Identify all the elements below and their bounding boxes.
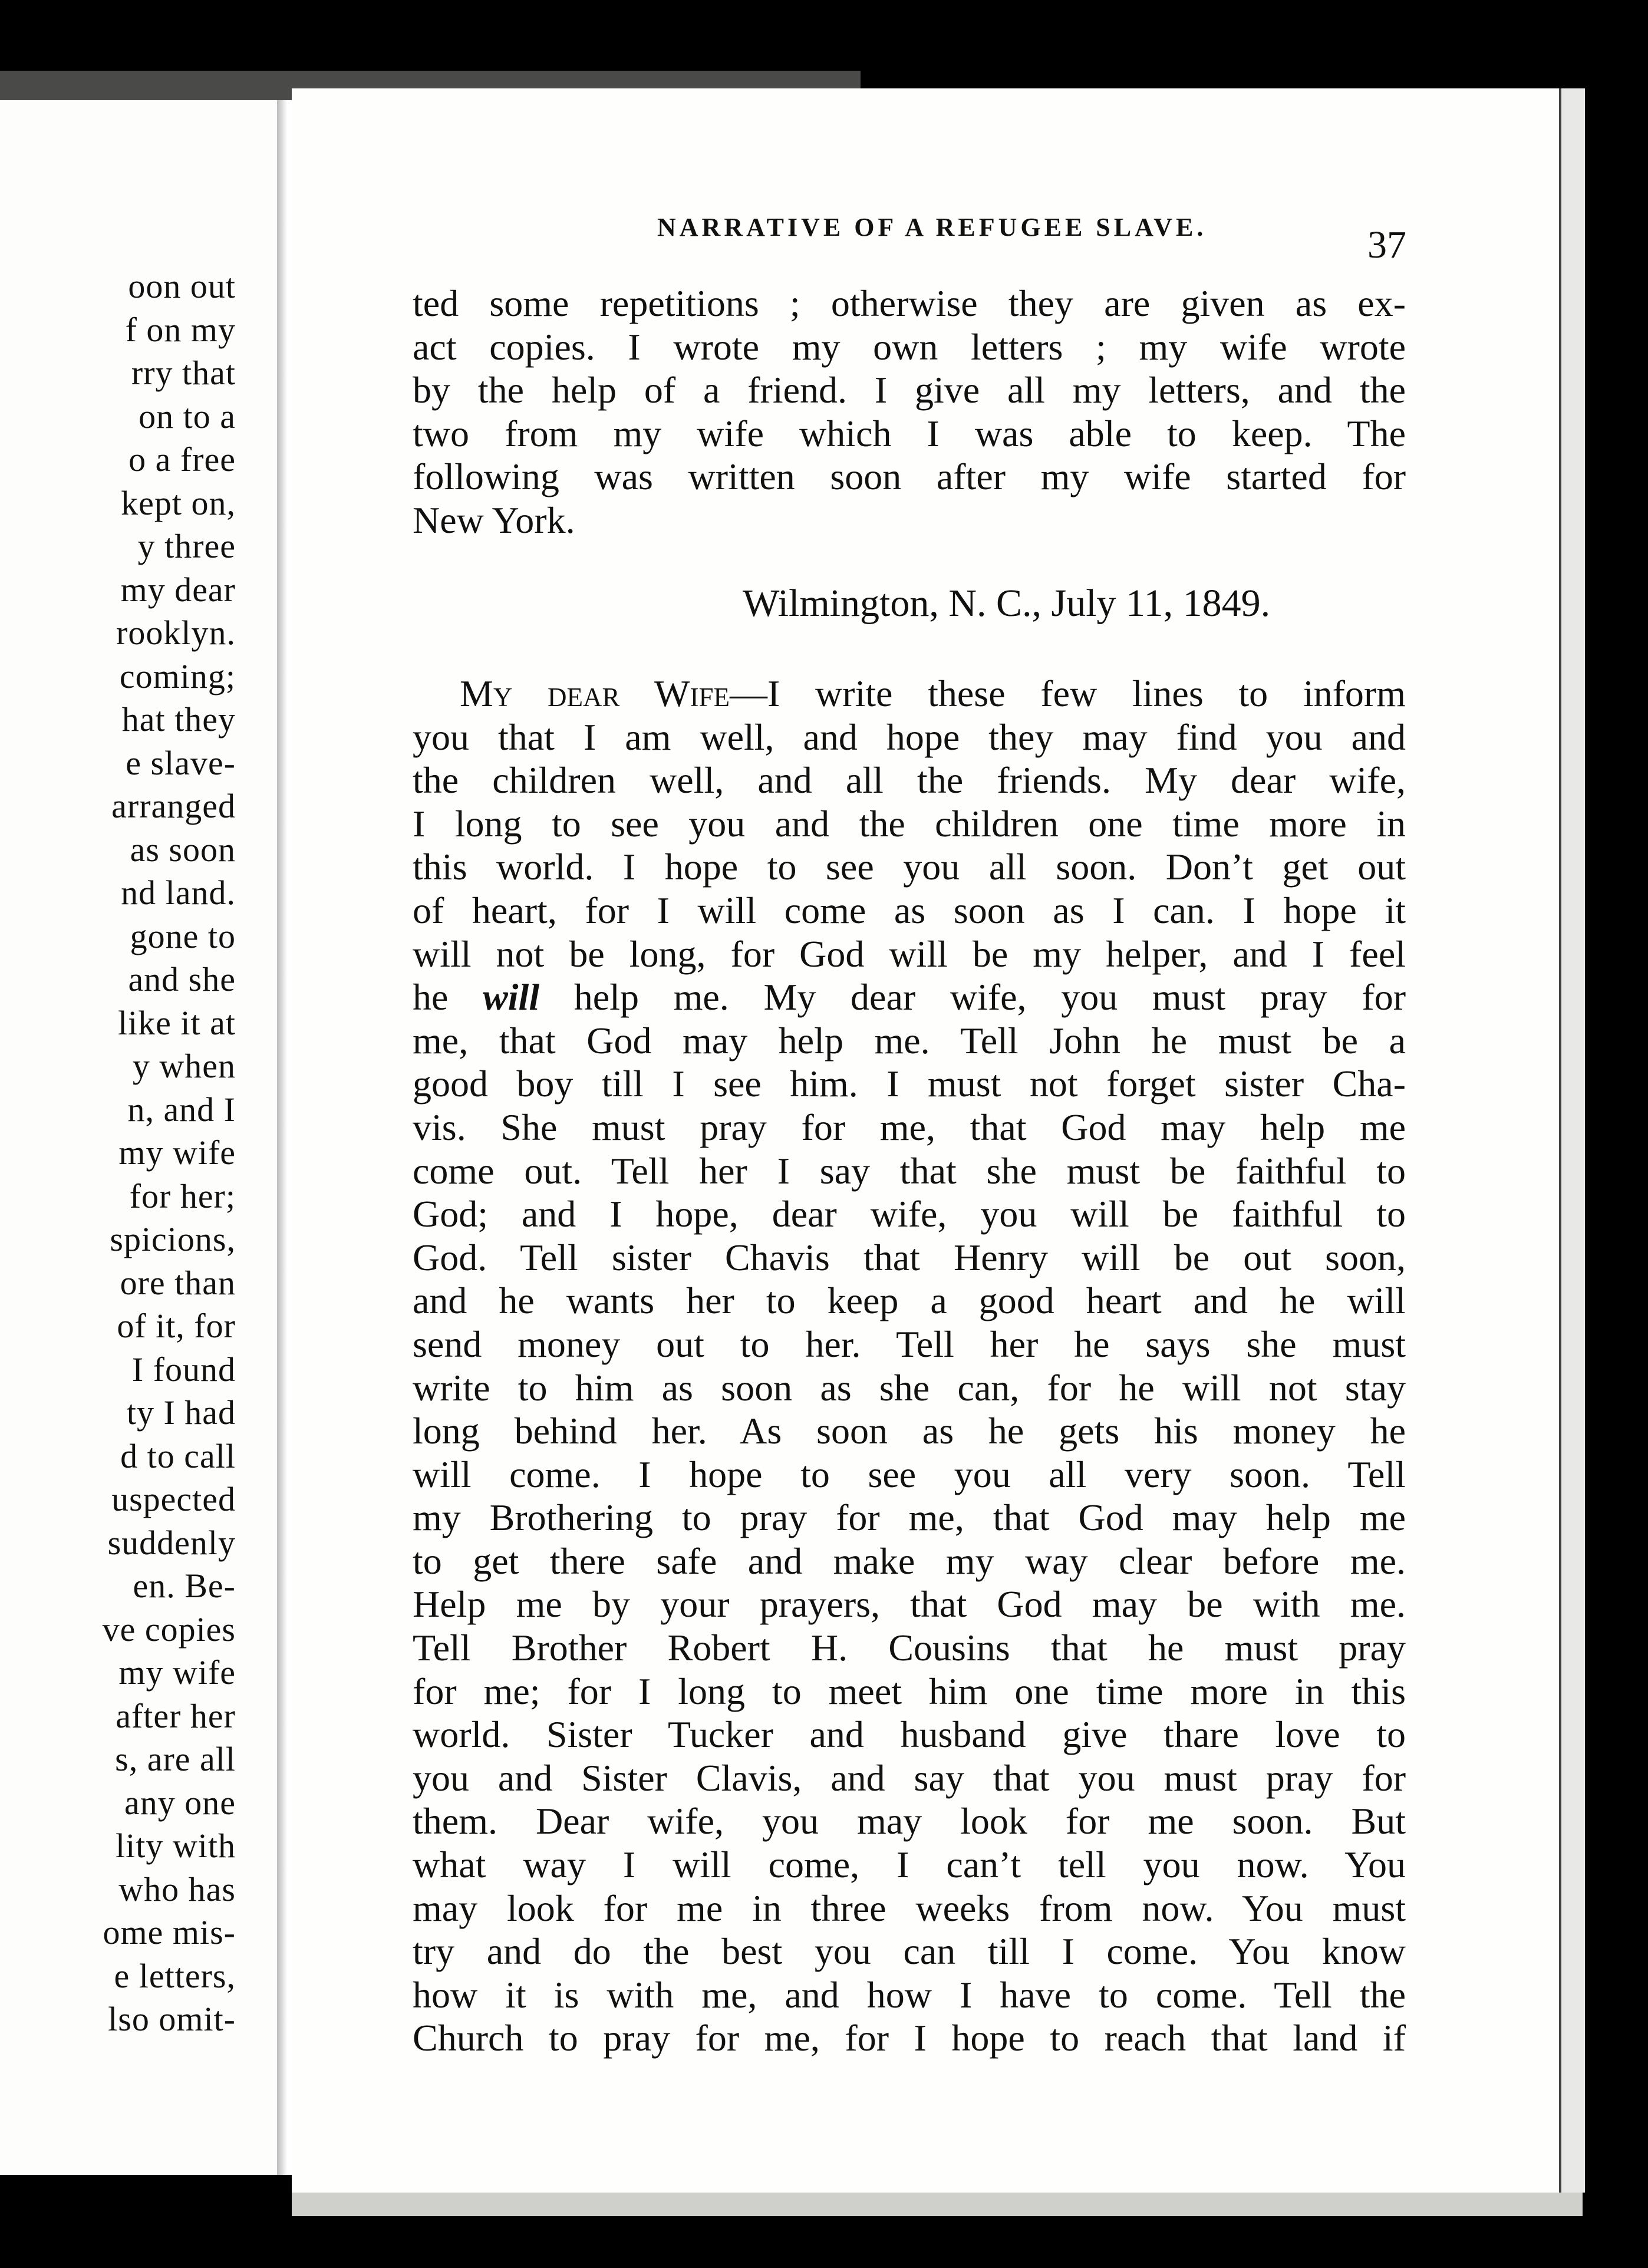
text-line: Tell Brother Robert H. Cousins that he must pray (413, 1627, 1406, 1669)
left-page-line: n, and I (127, 1090, 236, 1129)
left-page-line: y three (137, 527, 236, 565)
left-page-line: y when (132, 1047, 236, 1085)
text-line: I long to see you and the children one time more in (413, 802, 1406, 845)
left-page-line: of it, for (117, 1307, 236, 1345)
left-page-line: e letters, (114, 1956, 236, 1995)
text-line: will not be long, for God will be my helper, and I feel (413, 932, 1406, 975)
text-line: you that I am well, and hope they may find you and (413, 716, 1406, 758)
left-page-line: s, are all (115, 1740, 236, 1778)
left-page-line: oon out (128, 267, 236, 305)
text-line: Help me by your prayers, that God may be with me. (413, 1583, 1406, 1626)
left-page-line: rooklyn. (116, 614, 236, 652)
text-line: for me; for I long to meet him one time more in this (413, 1670, 1406, 1712)
book-spine (277, 100, 292, 2175)
text-line: how it is with me, and how I have to come. Tell the (413, 1973, 1406, 2016)
left-page-line: kept on, (121, 483, 236, 522)
text-line: will come. I hope to see you all very soon. Tell (413, 1453, 1406, 1495)
left-page-line: my wife (118, 1133, 236, 1172)
text-line: good boy till I see him. I must not forget sister Cha- (413, 1063, 1406, 1105)
text-line: and he wants her to keep a good heart and he will (413, 1280, 1406, 1322)
text-line: this world. I hope to see you all soon. Don’t get out (413, 846, 1406, 888)
text-line: vis. She must pray for me, that God may help me (413, 1106, 1406, 1148)
page-number: 37 (1367, 223, 1406, 266)
left-page-line: arranged (111, 787, 236, 825)
text-line: world. Sister Tucker and husband give thare love to (413, 1713, 1406, 1756)
text-line: ted some repetitions ; otherwise they are given as ex- (413, 282, 1406, 324)
left-page-line: coming; (119, 657, 236, 695)
left-page-line: lso omit- (108, 2000, 236, 2038)
left-page-line: uspected (111, 1480, 236, 1518)
left-page-line: spicions, (110, 1220, 236, 1258)
text-line: the children well, and all the friends. My dear wife, (413, 759, 1406, 802)
intro-paragraph (413, 282, 1406, 542)
left-page-line: my dear (120, 570, 236, 609)
left-page-line: like it at (117, 1003, 236, 1042)
left-page-line: hat they (121, 700, 236, 739)
salutation: My dear Wife (460, 673, 730, 714)
text-line: following was written soon after my wife started for (413, 456, 1406, 497)
text-line: God. Tell sister Chavis that Henry will be out soon, (413, 1236, 1406, 1278)
left-page-line: my wife (118, 1653, 236, 1692)
opening-text: —I write these few lines to inform (729, 673, 1406, 714)
left-page-line: as soon (130, 830, 236, 869)
emphasized-word: will (483, 976, 540, 1018)
text-line: try and do the best you can till I come. You know (413, 1930, 1406, 1973)
letter-body (413, 672, 1406, 2060)
page-edge (1559, 88, 1585, 2193)
text-line: by the help of a friend. I give all my letters, and the (413, 369, 1406, 411)
text-line: you and Sister Clavis, and say that you must pray for (413, 1756, 1406, 1799)
text-line: them. Dear wife, you may look for me soon. But (413, 1800, 1406, 1842)
text-fragment: he (413, 976, 483, 1018)
left-page-line: o a free (128, 440, 236, 479)
left-page-line: on to a (139, 397, 236, 436)
text-line-emphasis (413, 975, 1406, 1019)
text-line: me, that God may help me. Tell John he must be a (413, 1019, 1406, 1062)
left-page-line: any one (124, 1783, 236, 1822)
left-page-line: gone to (130, 917, 236, 955)
left-page-line: lity with (116, 1827, 236, 1865)
left-page-line: who has (118, 1870, 236, 1908)
left-page (0, 100, 277, 2175)
text-line: New York. (413, 499, 575, 541)
left-page-line: ty I had (126, 1393, 236, 1432)
left-page-line: rry that (131, 354, 236, 392)
text-line: act copies. I wrote my own letters ; my wife wrote (413, 325, 1406, 368)
left-page-line: ome mis- (103, 1913, 236, 1951)
left-page-line: ve copies (102, 1610, 236, 1649)
left-page-line: f on my (125, 310, 236, 349)
text-line: may look for me in three weeks from now. You must (413, 1887, 1406, 1929)
left-page-line: after her (116, 1696, 236, 1735)
text-line: God; and I hope, dear wife, you will be faithful to (413, 1193, 1406, 1235)
left-page-line: e slave- (126, 743, 236, 782)
letter-dateline: Wilmington, N. C., July 11, 1849. (743, 582, 1271, 625)
left-page-line: I found (131, 1350, 236, 1389)
left-page-line: suddenly (107, 1523, 236, 1562)
text-line: Church to pray for me, for I hope to reach that land if (413, 2017, 1406, 2059)
text-line: two from my wife which I was able to keep. The (413, 412, 1406, 454)
left-page-line: and she (128, 960, 236, 998)
left-page-line: ore than (120, 1263, 236, 1302)
text-line: long behind her. As soon as he gets his money he (413, 1410, 1406, 1452)
text-fragment: help me. My dear wife, you must pray for (539, 976, 1406, 1018)
text-line: my Brothering to pray for me, that God may help me (413, 1496, 1406, 1539)
text-line: come out. Tell her I say that she must be faithful to (413, 1149, 1406, 1192)
left-page-line: for her; (129, 1176, 236, 1215)
page-bottom-edge (292, 2193, 1583, 2216)
text-line: what way I will come, I can’t tell you now. You (413, 1844, 1406, 1886)
running-head: NARRATIVE OF A REFUGEE SLAVE. (657, 213, 1207, 242)
left-page-line: d to call (120, 1436, 236, 1475)
text-line: of heart, for I will come as soon as I can. I hope it (413, 889, 1406, 931)
left-page-line: en. Be- (133, 1567, 236, 1605)
text-line: send money out to her. Tell her he says she must (413, 1323, 1406, 1365)
left-page-line: nd land. (121, 873, 236, 912)
text-line: write to him as soon as she can, for he will not stay (413, 1366, 1406, 1409)
text-line: to get there safe and make my way clear before me. (413, 1540, 1406, 1582)
letter-opening-line (413, 672, 1406, 716)
